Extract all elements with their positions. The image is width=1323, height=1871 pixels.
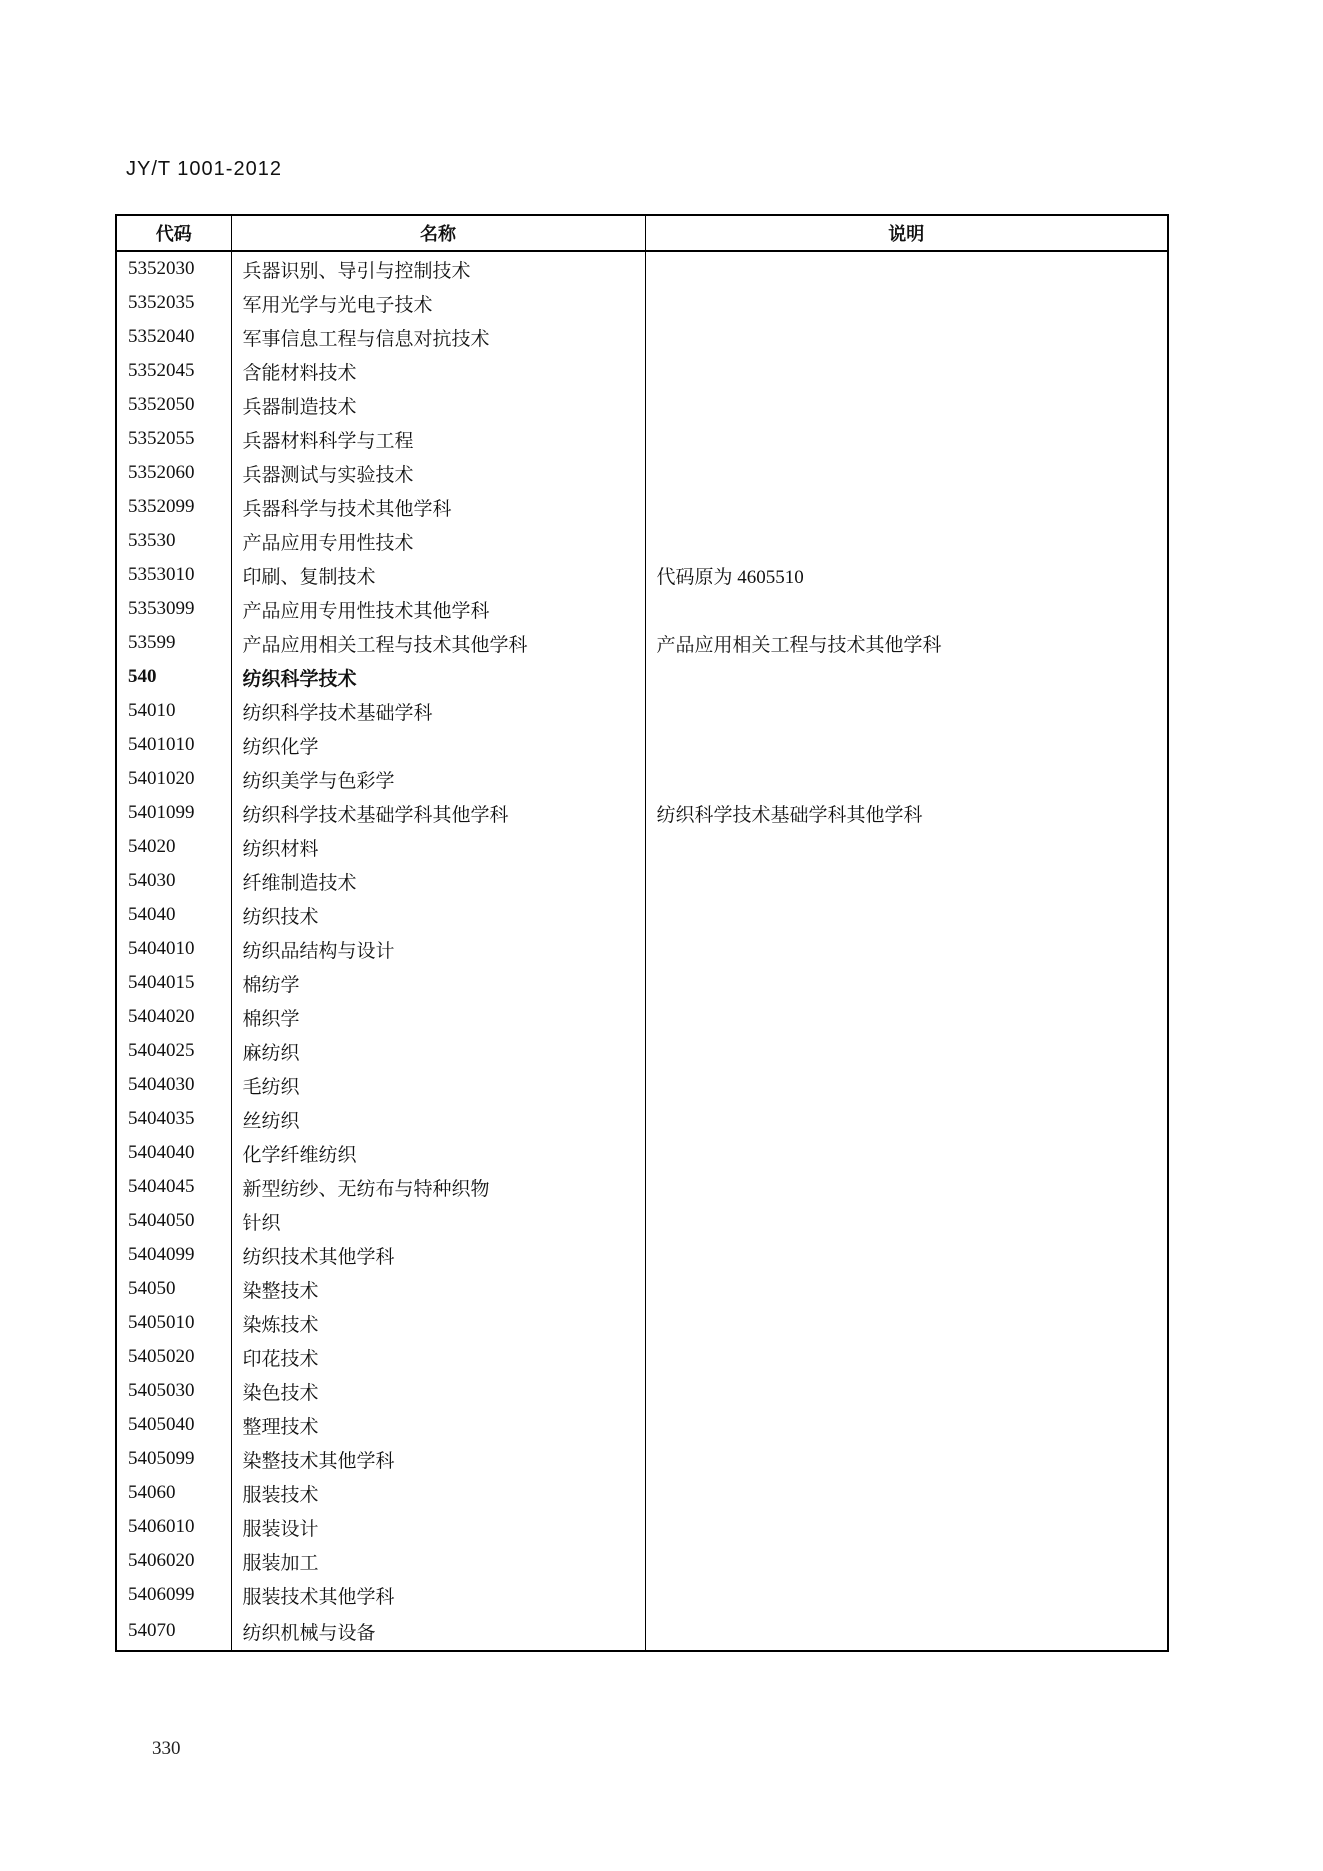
- code-cell: 5352045: [116, 354, 231, 388]
- name-cell: 服装技术: [231, 1476, 645, 1510]
- table-row: [116, 1204, 1168, 1238]
- code-cell: 540: [116, 660, 231, 694]
- code-cell: 5352040: [116, 320, 231, 354]
- name-cell: 纺织技术其他学科: [231, 1238, 645, 1272]
- note-cell: [645, 320, 1168, 354]
- note-cell: 代码原为 4605510: [645, 558, 1168, 592]
- table-row: [116, 1034, 1168, 1068]
- table-row: [116, 1340, 1168, 1374]
- name-cell: 纺织科学技术: [231, 660, 645, 694]
- table-row: [116, 286, 1168, 320]
- note-cell: [645, 1000, 1168, 1034]
- code-cell: 5353099: [116, 592, 231, 626]
- code-cell: 5404050: [116, 1204, 231, 1238]
- document-code: JY/T 1001-2012: [126, 158, 282, 180]
- note-cell: 产品应用相关工程与技术其他学科: [645, 626, 1168, 660]
- code-cell: 53599: [116, 626, 231, 660]
- table-row: [116, 354, 1168, 388]
- table-row: [116, 1442, 1168, 1476]
- code-cell: 54060: [116, 1476, 231, 1510]
- name-cell: 纺织科学技术基础学科: [231, 694, 645, 728]
- note-cell: [645, 660, 1168, 694]
- code-cell: 5405030: [116, 1374, 231, 1408]
- table-body: [116, 251, 1168, 1651]
- name-cell: 产品应用相关工程与技术其他学科: [231, 626, 645, 660]
- discipline-code-table: [115, 214, 1169, 1652]
- code-cell: 5405099: [116, 1442, 231, 1476]
- code-cell: 5401099: [116, 796, 231, 830]
- table-row: [116, 1000, 1168, 1034]
- code-cell: 5404035: [116, 1102, 231, 1136]
- code-cell: 5406099: [116, 1578, 231, 1612]
- table-row: [116, 456, 1168, 490]
- note-cell: [645, 1034, 1168, 1068]
- note-cell: [645, 728, 1168, 762]
- table-row: [116, 626, 1168, 660]
- note-cell: [645, 1204, 1168, 1238]
- code-cell: 5404015: [116, 966, 231, 1000]
- name-cell: 麻纺织: [231, 1034, 645, 1068]
- code-cell: 5353010: [116, 558, 231, 592]
- table-row: [116, 762, 1168, 796]
- note-cell: [645, 251, 1168, 286]
- column-header-code: 代码: [116, 215, 231, 251]
- table-row: [116, 524, 1168, 558]
- code-cell: 5404040: [116, 1136, 231, 1170]
- code-cell: 5352030: [116, 251, 231, 286]
- note-cell: [645, 1340, 1168, 1374]
- name-cell: 化学纤维纺织: [231, 1136, 645, 1170]
- code-cell: 5406010: [116, 1510, 231, 1544]
- name-cell: 含能材料技术: [231, 354, 645, 388]
- code-cell: 5406020: [116, 1544, 231, 1578]
- note-cell: [645, 966, 1168, 1000]
- name-cell: 服装加工: [231, 1544, 645, 1578]
- code-cell: 54050: [116, 1272, 231, 1306]
- name-cell: 棉织学: [231, 1000, 645, 1034]
- name-cell: 印刷、复制技术: [231, 558, 645, 592]
- note-cell: [645, 830, 1168, 864]
- note-cell: [645, 932, 1168, 966]
- table-row: [116, 1238, 1168, 1272]
- name-cell: 兵器识别、导引与控制技术: [231, 251, 645, 286]
- table-row: [116, 388, 1168, 422]
- name-cell: 服装技术其他学科: [231, 1578, 645, 1612]
- table-row: [116, 1102, 1168, 1136]
- table-row: [116, 932, 1168, 966]
- code-cell: 54070: [116, 1612, 231, 1651]
- note-cell: [645, 694, 1168, 728]
- name-cell: 纺织材料: [231, 830, 645, 864]
- name-cell: 染整技术: [231, 1272, 645, 1306]
- name-cell: 印花技术: [231, 1340, 645, 1374]
- note-cell: [645, 1510, 1168, 1544]
- note-cell: [645, 1408, 1168, 1442]
- table-row: [116, 864, 1168, 898]
- table-row: [116, 1272, 1168, 1306]
- name-cell: 毛纺织: [231, 1068, 645, 1102]
- name-cell: 兵器制造技术: [231, 388, 645, 422]
- table-row: [116, 1136, 1168, 1170]
- table-row: [116, 796, 1168, 830]
- table-row: [116, 660, 1168, 694]
- table-row: [116, 1170, 1168, 1204]
- name-cell: 丝纺织: [231, 1102, 645, 1136]
- table-row: [116, 830, 1168, 864]
- note-cell: [645, 1238, 1168, 1272]
- code-cell: 5405020: [116, 1340, 231, 1374]
- name-cell: 染整技术其他学科: [231, 1442, 645, 1476]
- table-row: [116, 1476, 1168, 1510]
- note-cell: [645, 1068, 1168, 1102]
- note-cell: [645, 1578, 1168, 1612]
- code-cell: 5404099: [116, 1238, 231, 1272]
- name-cell: 军用光学与光电子技术: [231, 286, 645, 320]
- note-cell: [645, 1136, 1168, 1170]
- note-cell: [645, 1170, 1168, 1204]
- note-cell: 纺织科学技术基础学科其他学科: [645, 796, 1168, 830]
- note-cell: [645, 388, 1168, 422]
- code-cell: 54030: [116, 864, 231, 898]
- code-cell: 5405010: [116, 1306, 231, 1340]
- name-cell: 纺织机械与设备: [231, 1612, 645, 1651]
- note-cell: [645, 1442, 1168, 1476]
- table-row: [116, 1374, 1168, 1408]
- name-cell: 新型纺纱、无纺布与特种织物: [231, 1170, 645, 1204]
- name-cell: 染色技术: [231, 1374, 645, 1408]
- table-row: [116, 966, 1168, 1000]
- code-cell: 54010: [116, 694, 231, 728]
- table-row: [116, 898, 1168, 932]
- table-row: [116, 1578, 1168, 1612]
- name-cell: 纺织美学与色彩学: [231, 762, 645, 796]
- name-cell: 整理技术: [231, 1408, 645, 1442]
- note-cell: [645, 1612, 1168, 1651]
- code-cell: 5352099: [116, 490, 231, 524]
- table-row: [116, 694, 1168, 728]
- code-cell: 54040: [116, 898, 231, 932]
- note-cell: [645, 456, 1168, 490]
- table-row: [116, 558, 1168, 592]
- code-cell: 5404030: [116, 1068, 231, 1102]
- page-number: 330: [152, 1738, 181, 1759]
- name-cell: 军事信息工程与信息对抗技术: [231, 320, 645, 354]
- note-cell: [645, 592, 1168, 626]
- note-cell: [645, 524, 1168, 558]
- name-cell: 兵器材料科学与工程: [231, 422, 645, 456]
- code-cell: 5352055: [116, 422, 231, 456]
- name-cell: 服装设计: [231, 1510, 645, 1544]
- table-row: [116, 1612, 1168, 1651]
- table-row: [116, 1510, 1168, 1544]
- code-cell: 53530: [116, 524, 231, 558]
- code-cell: 5404025: [116, 1034, 231, 1068]
- code-cell: 5352060: [116, 456, 231, 490]
- note-cell: [645, 864, 1168, 898]
- table-row: [116, 728, 1168, 762]
- name-cell: 纺织技术: [231, 898, 645, 932]
- code-cell: 5352035: [116, 286, 231, 320]
- table-row: [116, 490, 1168, 524]
- table-row: [116, 592, 1168, 626]
- code-cell: 5405040: [116, 1408, 231, 1442]
- name-cell: 产品应用专用性技术其他学科: [231, 592, 645, 626]
- table-row: [116, 320, 1168, 354]
- table-header-row: [116, 215, 1168, 251]
- name-cell: 纺织化学: [231, 728, 645, 762]
- name-cell: 棉纺学: [231, 966, 645, 1000]
- name-cell: 产品应用专用性技术: [231, 524, 645, 558]
- column-header-note: 说明: [645, 215, 1168, 251]
- note-cell: [645, 1374, 1168, 1408]
- table-row: [116, 1068, 1168, 1102]
- note-cell: [645, 1272, 1168, 1306]
- code-cell: 5404020: [116, 1000, 231, 1034]
- note-cell: [645, 762, 1168, 796]
- note-cell: [645, 898, 1168, 932]
- name-cell: 纺织品结构与设计: [231, 932, 645, 966]
- code-cell: 5404045: [116, 1170, 231, 1204]
- code-cell: 54020: [116, 830, 231, 864]
- code-cell: 5404010: [116, 932, 231, 966]
- name-cell: 兵器科学与技术其他学科: [231, 490, 645, 524]
- code-cell: 5401010: [116, 728, 231, 762]
- note-cell: [645, 1102, 1168, 1136]
- note-cell: [645, 286, 1168, 320]
- name-cell: 纺织科学技术基础学科其他学科: [231, 796, 645, 830]
- note-cell: [645, 1544, 1168, 1578]
- code-cell: 5401020: [116, 762, 231, 796]
- note-cell: [645, 354, 1168, 388]
- name-cell: 针织: [231, 1204, 645, 1238]
- note-cell: [645, 1476, 1168, 1510]
- table-row: [116, 251, 1168, 286]
- code-cell: 5352050: [116, 388, 231, 422]
- table-row: [116, 1544, 1168, 1578]
- name-cell: 兵器测试与实验技术: [231, 456, 645, 490]
- note-cell: [645, 422, 1168, 456]
- name-cell: 染炼技术: [231, 1306, 645, 1340]
- note-cell: [645, 1306, 1168, 1340]
- table-row: [116, 422, 1168, 456]
- name-cell: 纤维制造技术: [231, 864, 645, 898]
- column-header-name: 名称: [231, 215, 645, 251]
- note-cell: [645, 490, 1168, 524]
- table-row: [116, 1306, 1168, 1340]
- table-row: [116, 1408, 1168, 1442]
